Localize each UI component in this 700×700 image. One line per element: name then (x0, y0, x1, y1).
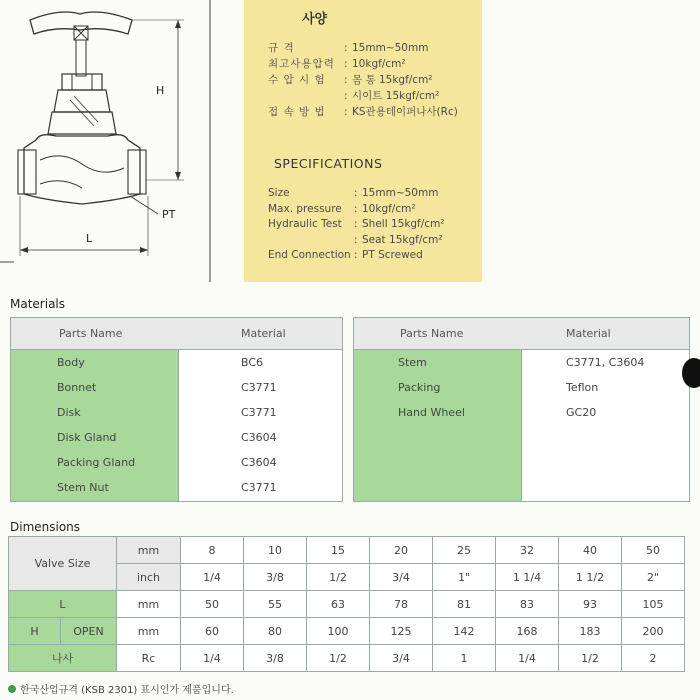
valve-size-label: Valve Size (9, 537, 117, 591)
part-material: Teflon (566, 381, 599, 394)
spec-en-title: SPECIFICATIONS (274, 156, 383, 171)
h-unit: mm (117, 618, 181, 645)
header-parts-name: Parts Name (59, 327, 123, 340)
size-inch: 1 1/4 (496, 564, 559, 591)
part-material: C3771, C3604 (566, 356, 645, 369)
part-material: C3771 (241, 481, 277, 494)
thread-label: 나사 (9, 645, 117, 672)
spec-ko-key: 최고사용압력 (268, 58, 335, 70)
l-value: 83 (496, 591, 559, 618)
part-name: Disk (57, 406, 81, 419)
green-bullet-icon (8, 685, 16, 693)
dimensions-title: Dimensions (10, 520, 81, 534)
spec-ko-row (268, 88, 482, 104)
materials-body (11, 350, 342, 501)
size-inch: 1 1/2 (559, 564, 622, 591)
spec-separator: : (344, 42, 348, 54)
part-material: C3604 (241, 431, 277, 444)
part-name: Body (57, 356, 85, 369)
header-material: Material (241, 327, 286, 340)
parts-name-column (11, 350, 179, 501)
h-value: 125 (370, 618, 433, 645)
spec-separator: : (344, 90, 348, 102)
spec-ko-value: 15mm~50mm (352, 42, 429, 54)
footnote (8, 681, 234, 696)
h-value: 142 (433, 618, 496, 645)
spec-en-key: Hydraulic Test (268, 218, 342, 230)
thread-value: 1/4 (496, 645, 559, 672)
spec-ko-value: 시이트 15kgf/cm² (352, 90, 440, 102)
l-label: L (9, 591, 117, 618)
thread-value: 3/8 (244, 645, 307, 672)
spec-ko-key: 접 속 방 법 (268, 106, 326, 118)
size-mm: 15 (307, 537, 370, 564)
spec-ko-list (268, 40, 482, 120)
h-value: 80 (244, 618, 307, 645)
spec-en-key: End Connection (268, 249, 351, 261)
l-value: 93 (559, 591, 622, 618)
materials-header (11, 318, 342, 350)
h-value: 60 (181, 618, 244, 645)
open-label: OPEN (61, 618, 117, 645)
h-value: 200 (622, 618, 685, 645)
l-value: 63 (307, 591, 370, 618)
size-mm: 40 (559, 537, 622, 564)
table-row (9, 645, 685, 672)
size-mm: 20 (370, 537, 433, 564)
thread-value: 3/4 (370, 645, 433, 672)
parts-name-column (354, 350, 522, 501)
spec-separator: : (354, 249, 358, 261)
spec-ko-key: 수 압 시 험 (268, 74, 326, 86)
binder-hole (682, 358, 700, 388)
thread-value: 1/2 (559, 645, 622, 672)
spec-separator: : (344, 58, 348, 70)
spec-ko-value: KS관용테이퍼나사(Rc) (352, 106, 458, 118)
valve-drawing (0, 0, 240, 282)
spec-ko-key: 규 격 (268, 42, 295, 54)
part-name: Hand Wheel (398, 406, 465, 419)
spec-ko-value: 10kgf/cm² (352, 58, 406, 70)
spec-separator: : (354, 187, 358, 199)
unit-mm: mm (117, 537, 181, 564)
table-row (9, 591, 685, 618)
thread-value: 1/2 (307, 645, 370, 672)
spec-ko-row (268, 40, 482, 56)
size-inch: 3/8 (244, 564, 307, 591)
size-mm: 50 (622, 537, 685, 564)
valve-schematic (0, 0, 240, 282)
part-material: C3771 (241, 406, 277, 419)
l-value: 81 (433, 591, 496, 618)
size-inch: 2" (622, 564, 685, 591)
materials-header (354, 318, 689, 350)
dimension-l-label: L (86, 232, 93, 245)
spec-en-key: Size (268, 187, 290, 199)
materials-table-right (353, 317, 690, 502)
unit-inch: inch (117, 564, 181, 591)
spec-en-value: PT Screwed (362, 249, 423, 261)
spec-separator: : (354, 233, 358, 246)
part-name: Packing (398, 381, 441, 394)
size-inch: 3/4 (370, 564, 433, 591)
spec-separator: : (354, 202, 358, 215)
spec-en-key: Max. pressure (268, 202, 342, 215)
material-column (522, 350, 644, 501)
size-mm: 8 (181, 537, 244, 564)
spec-ko-row (268, 72, 482, 88)
size-mm: 10 (244, 537, 307, 564)
spec-ko-row (268, 104, 482, 120)
spec-en-row (268, 233, 482, 249)
l-value: 78 (370, 591, 433, 618)
l-value: 55 (244, 591, 307, 618)
materials-table-left (10, 317, 343, 502)
spec-en-value: 15mm~50mm (362, 187, 439, 199)
l-value: 50 (181, 591, 244, 618)
table-row (9, 537, 685, 564)
part-material: C3771 (241, 381, 277, 394)
header-material: Material (566, 327, 611, 340)
spec-en-value: Shell 15kgf/cm² (362, 218, 445, 230)
spec-separator: : (344, 74, 348, 86)
h-label: H (9, 618, 61, 645)
spec-ko-key (268, 88, 344, 104)
spec-separator: : (354, 218, 358, 230)
thread-value: 1 (433, 645, 496, 672)
material-column (179, 350, 277, 501)
spec-en-row (268, 248, 482, 264)
header-parts-name: Parts Name (400, 327, 464, 340)
h-value: 100 (307, 618, 370, 645)
part-material: GC20 (566, 406, 597, 419)
h-value: 183 (559, 618, 622, 645)
size-inch: 1/2 (307, 564, 370, 591)
spec-en-value: Seat 15kgf/cm² (362, 233, 443, 246)
part-material: C3604 (241, 456, 277, 469)
part-material: BC6 (241, 356, 264, 369)
spec-en-row (268, 217, 482, 233)
thread-value: 1/4 (181, 645, 244, 672)
spec-en-value: 10kgf/cm² (362, 202, 416, 215)
spec-separator: : (344, 106, 348, 118)
part-name: Bonnet (57, 381, 97, 394)
size-mm: 25 (433, 537, 496, 564)
part-name: Stem (398, 356, 427, 369)
thread-unit: Rc (117, 645, 181, 672)
spec-ko-value: 몸 통 15kgf/cm² (352, 74, 433, 86)
h-value: 168 (496, 618, 559, 645)
thread-value: 2 (622, 645, 685, 672)
part-name: Packing Gland (57, 456, 136, 469)
footnote-text: 한국산업규격 (KSB 2301) 표시인가 제품입니다. (20, 685, 234, 696)
spec-panel (244, 0, 482, 282)
l-value: 105 (622, 591, 685, 618)
table-row (9, 618, 685, 645)
materials-title: Materials (10, 297, 66, 311)
materials-body (354, 350, 689, 501)
size-inch: 1" (433, 564, 496, 591)
spec-en-key (268, 233, 354, 249)
dimensions-table (8, 536, 685, 672)
spec-en-list (268, 186, 482, 264)
dimension-h-label: H (156, 84, 165, 97)
spec-ko-row (268, 56, 482, 72)
spec-ko-title: 사양 (302, 12, 328, 27)
l-unit: mm (117, 591, 181, 618)
dimension-pt-label: PT (162, 208, 176, 221)
spec-en-row (268, 186, 482, 202)
size-inch: 1/4 (181, 564, 244, 591)
part-name: Stem Nut (57, 481, 109, 494)
spec-en-row (268, 202, 482, 218)
size-mm: 32 (496, 537, 559, 564)
part-name: Disk Gland (57, 431, 117, 444)
